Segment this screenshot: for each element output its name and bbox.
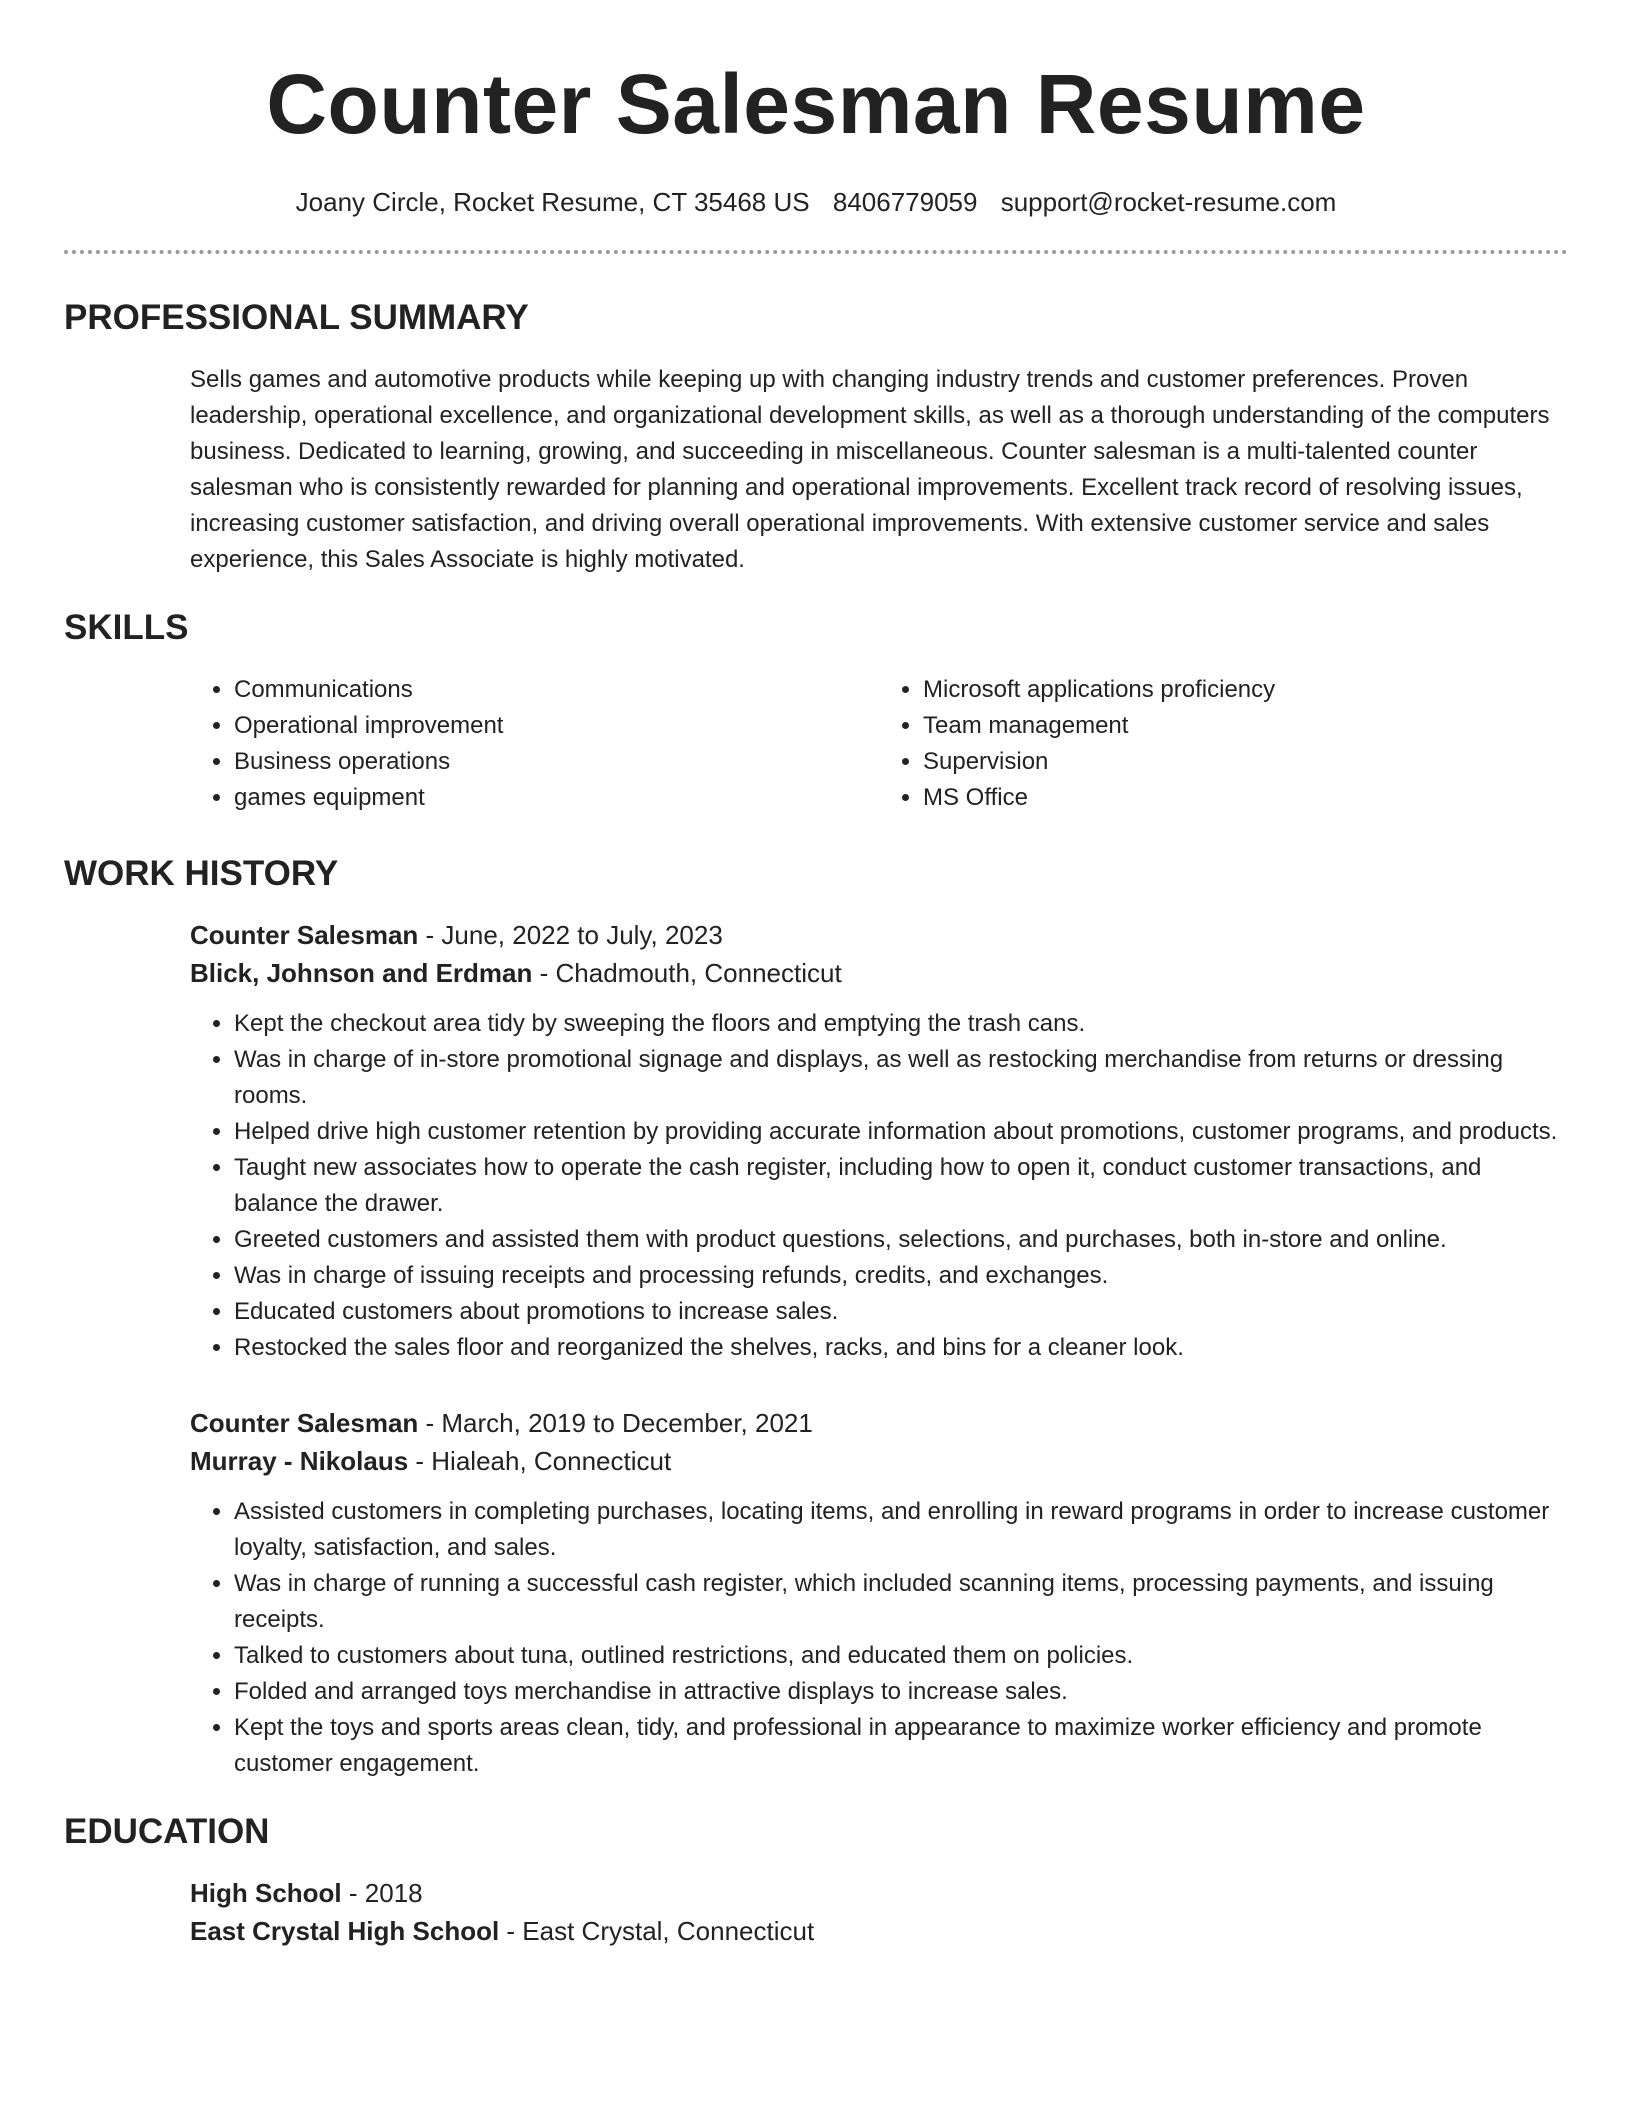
skill-item: • Business operations [234,744,879,780]
job-bullets [190,1494,1568,1782]
education-school: East Crystal High School [190,1916,500,1946]
job-dates: - March, 2019 to December, 2021 [418,1408,813,1438]
education-entry [190,1874,1568,1950]
job-bullet: • Was in charge of issuing receipts and processing refunds, credits, and exchanges. [234,1258,1568,1294]
education-degree-line [190,1874,1568,1912]
skill-item: • Microsoft applications proficiency [923,672,1568,708]
job-bullet: • Assisted customers in completing purchases, locating items, and enrolling in reward programs in order to increase customer loyalty, satisfaction, and sales. [234,1494,1568,1566]
header-divider [64,250,1568,254]
job-position: Counter Salesman [190,1408,419,1438]
section-title-work-history: WORK HISTORY [64,854,339,893]
job-company-line [190,954,1568,992]
job-bullet: • Helped drive high customer retention by providing accurate information about promotions, customer programs, and products. [234,1114,1568,1150]
email: support@rocket-resume.com [1000,187,1337,217]
job-position-line [190,1404,1568,1442]
job-position: Counter Salesman [190,920,419,950]
skill-item: • Operational improvement [234,708,879,744]
job-bullet: • Talked to customers about tuna, outlined restrictions, and educated them on policies. [234,1638,1568,1674]
job-bullet: • Kept the checkout area tidy by sweeping the floors and emptying the trash cans. [234,1006,1568,1042]
job-entry [190,1404,1568,1782]
job-bullet: • Was in charge of in-store promotional signage and displays, as well as restocking merchandise from returns or dressing rooms. [234,1042,1568,1114]
education-year: - 2018 [341,1878,423,1908]
skill-item: • MS Office [923,780,1568,816]
skill-item: • Communications [234,672,879,708]
job-bullet: • Greeted customers and assisted them with product questions, selections, and purchases, both in-store and online. [234,1222,1568,1258]
job-location: - Chadmouth, Connecticut [532,958,842,988]
job-dates: - June, 2022 to July, 2023 [418,920,723,950]
education-location: - East Crystal, Connecticut [499,1916,815,1946]
job-bullet: • Was in charge of running a successful cash register, which included scanning items, processing payments, and issuing receipts. [234,1566,1568,1638]
job-entry [190,916,1568,1366]
job-bullet: • Taught new associates how to operate the cash register, including how to open it, conduct customer transactions, and balance the drawer. [234,1150,1568,1222]
section-title-education: EDUCATION [64,1812,270,1851]
job-bullet: • Folded and arranged toys merchandise in attractive displays to increase sales. [234,1674,1568,1710]
job-bullet: • Educated customers about promotions to increase sales. [234,1294,1568,1330]
job-company-line [190,1442,1568,1480]
section-title-skills: SKILLS [64,608,189,647]
phone: 8406779059 [832,187,978,217]
job-company: Murray - Nikolaus [190,1446,409,1476]
job-bullets [190,1006,1568,1366]
contact-info [64,186,1568,218]
job-position-line [190,916,1568,954]
job-bullet: • Kept the toys and sports areas clean, tidy, and professional in appearance to maximize worker efficiency and promote customer engagement. [234,1710,1568,1782]
skills-list-left [190,672,879,816]
resume-title: Counter Salesman Resume [266,57,1366,151]
skills-grid [190,672,1568,816]
job-company: Blick, Johnson and Erdman [190,958,533,988]
skill-item: • Supervision [923,744,1568,780]
summary-text: Sells games and automotive products while keeping up with changing industry trends and customer preferences. Proven leadership, operational excellence, and organizational development skills, as well as a thorough understanding of the computers business. Dedicated to learning, growing, and succeeding in miscellaneous. Counter salesman is a multi-talented counter salesman who is consistently rewarded for planning and operational improvements. Excellent track record of resolving issues, increasing customer satisfaction, and driving overall operational improvements. With extensive customer service and sales experience, this Sales Associate is highly motivated. [190,366,1550,573]
address: Joany Circle, Rocket Resume, CT 35468 US [295,187,810,217]
skill-item: • games equipment [234,780,879,816]
job-location: - Hialeah, Connecticut [408,1446,672,1476]
skills-list-right [879,672,1568,816]
skill-item: • Team management [923,708,1568,744]
education-school-line [190,1912,1568,1950]
education-degree: High School [190,1878,342,1908]
section-title-summary: PROFESSIONAL SUMMARY [64,298,529,337]
job-bullet: • Restocked the sales floor and reorganized the shelves, racks, and bins for a cleaner look. [234,1330,1568,1366]
